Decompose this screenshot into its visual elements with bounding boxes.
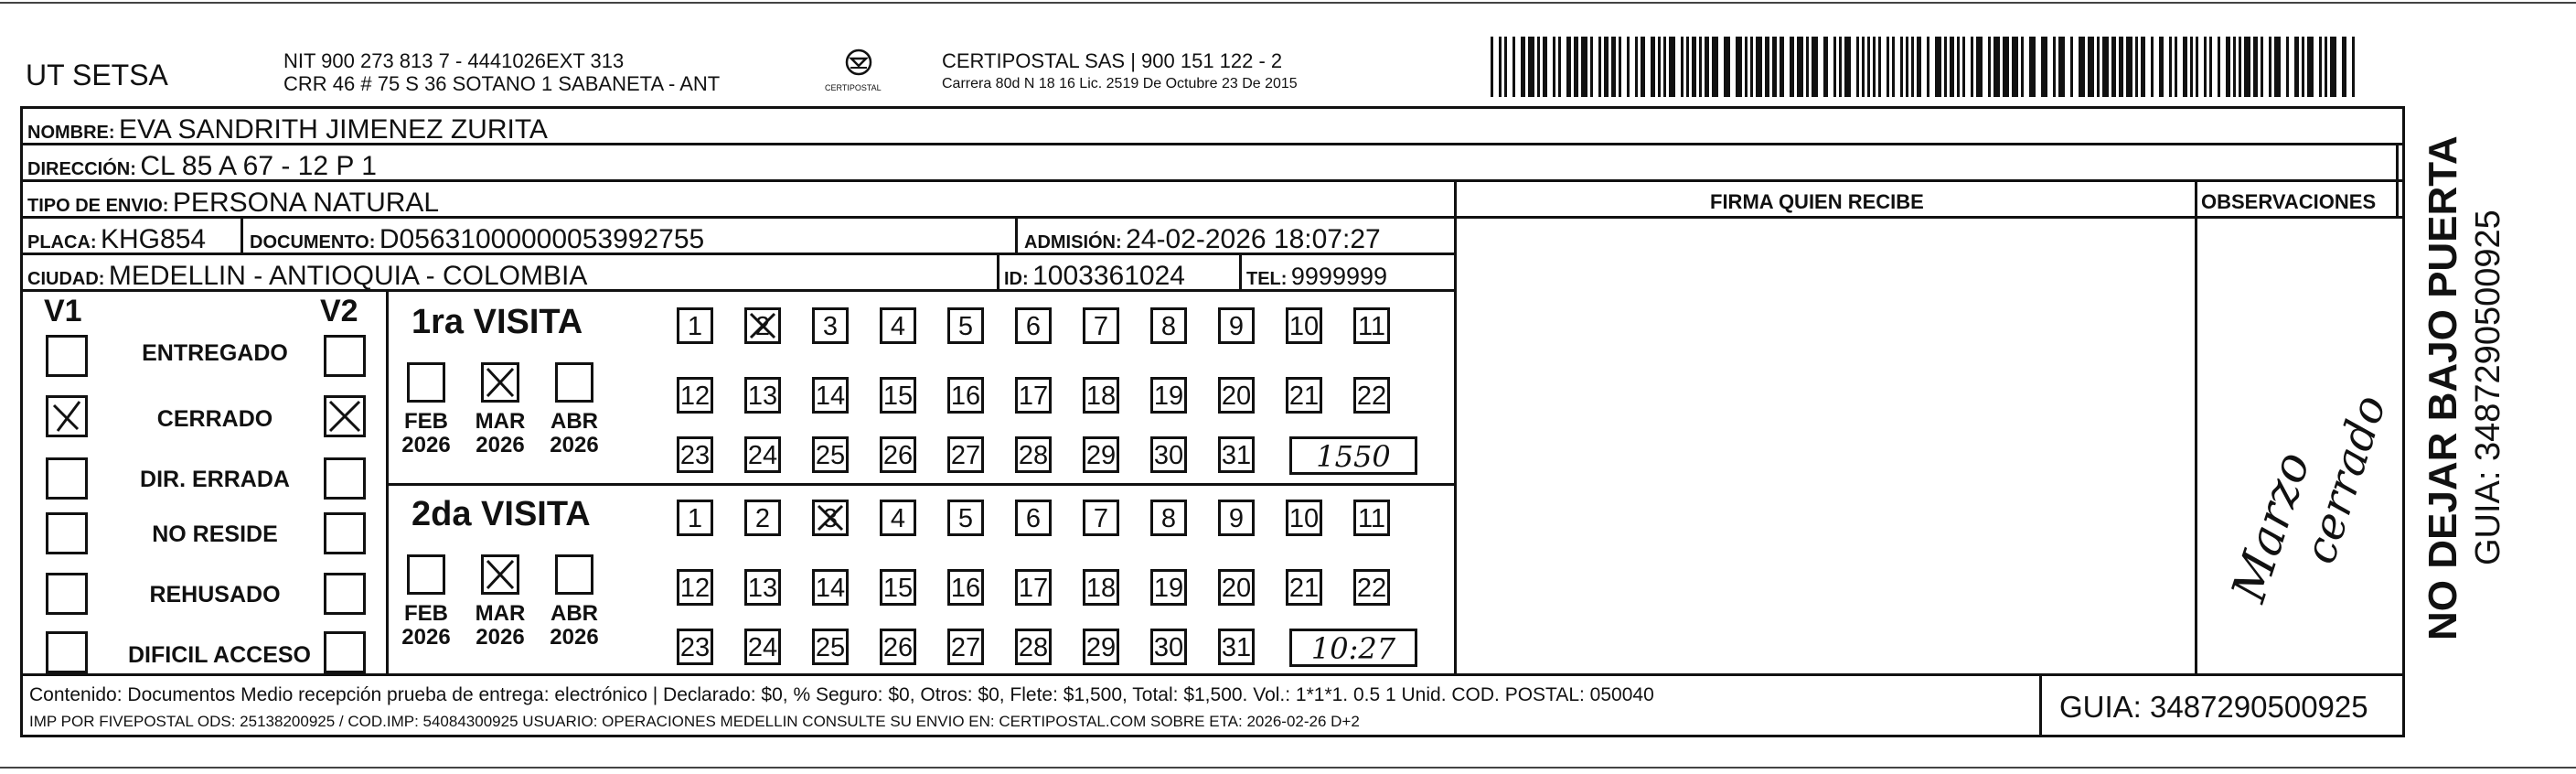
barcode-icon (1491, 37, 2368, 97)
obs-right-line (2396, 143, 2399, 216)
second-visit-day-box[interactable]: 11 (1353, 500, 1390, 536)
firma-header: FIRMA QUIEN RECIBE (1710, 190, 1924, 213)
second-visit-day-box[interactable]: 5 (947, 500, 984, 536)
first-visit-day-box[interactable]: 10 (1286, 307, 1322, 344)
v2-checkbox[interactable] (324, 457, 366, 500)
placa-divider (240, 216, 243, 253)
first-visit-day-box[interactable]: 31 (1218, 436, 1255, 473)
second-visit-day-box[interactable]: 9 (1218, 500, 1255, 536)
nit-line-1: NIT 900 273 813 7 - 4441026EXT 313 (283, 49, 625, 72)
v1-header: V1 (44, 294, 82, 328)
no-dejar-bajo-puerta: NO DEJAR BAJO PUERTA (2421, 135, 2465, 640)
direccion-field: DIRECCIÓN: CL 85 A 67 - 12 P 1 (27, 151, 377, 181)
v2-checkbox[interactable] (324, 395, 366, 437)
v1-checkbox[interactable] (46, 335, 88, 377)
second-visit-day-box[interactable]: 27 (947, 629, 984, 665)
second-visit-month-box[interactable] (481, 554, 519, 595)
first-visit-day-box[interactable]: 5 (947, 307, 984, 344)
first-visit-day-box[interactable]: 4 (880, 307, 916, 344)
first-visit-day-box[interactable]: 2 (744, 307, 781, 344)
first-visit-day-box[interactable]: 21 (1286, 377, 1322, 414)
second-visit-day-box[interactable]: 30 (1150, 629, 1187, 665)
second-visit-day-box[interactable]: 13 (744, 569, 781, 606)
placa-field: PLACA: KHG854 (27, 224, 207, 254)
first-visit-day-box[interactable]: 14 (812, 377, 849, 414)
first-visit-month-box[interactable] (555, 362, 593, 403)
second-visit-day-box[interactable]: 7 (1083, 500, 1119, 536)
v1-checkbox[interactable] (46, 457, 88, 500)
row-line-2 (20, 179, 2405, 182)
second-visit-day-box[interactable]: 2 (744, 500, 781, 536)
first-visit-day-box[interactable]: 20 (1218, 377, 1255, 414)
first-visit-month-box[interactable] (481, 362, 519, 403)
v2-checkbox[interactable] (324, 512, 366, 554)
first-visit-day-box[interactable]: 26 (880, 436, 916, 473)
second-visit-day-box[interactable]: 28 (1015, 629, 1052, 665)
second-visit-title: 2da VISITA (412, 495, 591, 533)
v2-checkbox[interactable] (324, 573, 366, 615)
second-visit-day-box[interactable]: 10 (1286, 500, 1322, 536)
first-visit-day-box[interactable]: 7 (1083, 307, 1119, 344)
first-visit-day-box[interactable]: 28 (1015, 436, 1052, 473)
first-visit-day-box[interactable]: 29 (1083, 436, 1119, 473)
second-visit-month-label: ABR 2026 (550, 601, 599, 650)
second-visit-day-box[interactable]: 17 (1015, 569, 1052, 606)
second-visit-day-box[interactable]: 8 (1150, 500, 1187, 536)
first-visit-day-box[interactable]: 19 (1150, 377, 1187, 414)
second-visit-day-box[interactable]: 15 (880, 569, 916, 606)
first-visit-day-box[interactable]: 12 (677, 377, 713, 414)
v1-checkbox[interactable] (46, 395, 88, 437)
second-visit-day-box[interactable]: 26 (880, 629, 916, 665)
admision-field: ADMISIÓN: 24-02-2026 18:07:27 (1024, 224, 1381, 254)
status-option-label: ENTREGADO (142, 340, 288, 366)
guia-divider (2039, 673, 2042, 737)
first-visit-day-box[interactable]: 24 (744, 436, 781, 473)
first-visit-day-box[interactable]: 23 (677, 436, 713, 473)
first-visit-day-box[interactable]: 11 (1353, 307, 1390, 344)
first-visit-day-box[interactable]: 9 (1218, 307, 1255, 344)
guia-footer: GUIA: 3487290500925 (2059, 690, 2368, 724)
v2-checkbox[interactable] (324, 335, 366, 377)
documento-field: DOCUMENTO: D05631000000053992755 (250, 224, 705, 254)
v1-checkbox[interactable] (46, 573, 88, 615)
tel-divider (1239, 253, 1242, 289)
status-option-label: NO RESIDE (152, 521, 278, 547)
imp-text: IMP POR FIVEPOSTAL ODS: 25138200925 / COD.IMP: 54084300925 USUARIO: OPERACIONES MEDELLIN CONSULTE SU ENVIO EN: CERTIPOSTAL.COM SOBRE ETA: 2026-02-26 D+2 (29, 713, 1360, 730)
signature-area[interactable] (1458, 220, 2193, 672)
second-visit-day-box[interactable]: 12 (677, 569, 713, 606)
second-visit-day-box[interactable]: 24 (744, 629, 781, 665)
v2-header: V2 (320, 294, 358, 328)
second-visit-month-box[interactable] (555, 554, 593, 595)
admision-divider (1015, 216, 1018, 253)
visit-divider (386, 483, 1456, 486)
second-visit-day-box[interactable]: 1 (677, 500, 713, 536)
company-name: UT SETSA (26, 59, 168, 91)
first-visit-day-box[interactable]: 22 (1353, 377, 1390, 414)
second-visit-month-box[interactable] (407, 554, 445, 595)
first-visit-day-box[interactable]: 13 (744, 377, 781, 414)
footer-line (20, 673, 2405, 676)
first-visit-day-box[interactable]: 6 (1015, 307, 1052, 344)
status-option-label: REHUSADO (149, 582, 281, 607)
observaciones-header: OBSERVACIONES (2201, 190, 2377, 213)
id-field: ID: 1003361024 (1004, 261, 1185, 291)
second-visit-day-box[interactable]: 18 (1083, 569, 1119, 606)
second-visit-day-box[interactable]: 6 (1015, 500, 1052, 536)
second-visit-day-box[interactable]: 31 (1218, 629, 1255, 665)
first-visit-day-box[interactable]: 18 (1083, 377, 1119, 414)
first-visit-day-box[interactable]: 8 (1150, 307, 1187, 344)
second-visit-day-box[interactable]: 20 (1218, 569, 1255, 606)
status-option-label: DIR. ERRADA (140, 467, 290, 492)
second-visit-day-box[interactable]: 22 (1353, 569, 1390, 606)
second-visit-day-box[interactable]: 19 (1150, 569, 1187, 606)
v1-checkbox[interactable] (46, 512, 88, 554)
contenido-text: Contenido: Documentos Medio recepción prueba de entrega: electrónico | Declarado: $0, % Seguro: $0, Otros: $0, Flete: $1,500, Total: $1,500. Vol.: 1*1*1. 0.5 1 Unid. COD. POSTAL: 050040 (29, 684, 1654, 705)
firma-left-line (1454, 179, 1457, 673)
first-visit-title: 1ra VISITA (412, 303, 583, 341)
first-visit-day-box[interactable]: 27 (947, 436, 984, 473)
certipostal-line-1: CERTIPOSTAL SAS | 900 151 122 - 2 (942, 49, 1283, 72)
second-visit-day-box[interactable]: 3 (812, 500, 849, 536)
first-visit-day-box[interactable]: 1 (677, 307, 713, 344)
ciudad-field: CIUDAD: MEDELLIN - ANTIOQUIA - COLOMBIA (27, 261, 588, 291)
second-visit-day-box[interactable]: 16 (947, 569, 984, 606)
second-visit-day-box[interactable]: 23 (677, 629, 713, 665)
observaciones-note: Marzo cerrado (2221, 389, 2397, 609)
second-visit-month-label: FEB 2026 (401, 601, 451, 650)
first-visit-time-box[interactable]: 1550 (1289, 436, 1417, 475)
certipostal-line-2: Carrera 80d N 18 16 Lic. 2519 De Octubre 23 De 2015 (942, 76, 1298, 91)
v1-checkbox[interactable] (46, 631, 88, 673)
id-divider (997, 253, 999, 289)
first-visit-month-label: ABR 2026 (550, 409, 599, 458)
second-visit-day-box[interactable]: 25 (812, 629, 849, 665)
second-visit-time-box[interactable]: 10:27 (1289, 629, 1417, 667)
first-visit-month-label: MAR 2026 (475, 409, 526, 458)
tel-field: TEL: 9999999 (1246, 263, 1388, 290)
second-visit-day-box[interactable]: 14 (812, 569, 849, 606)
first-visit-day-box[interactable]: 15 (880, 377, 916, 414)
obs-left-line (2195, 179, 2197, 673)
tipo-envio-field: TIPO DE ENVIO: PERSONA NATURAL (27, 188, 440, 218)
status-option-label: DIFICIL ACCESO (127, 642, 311, 668)
side-guia: GUIA: 3487290500925 (2469, 210, 2507, 565)
first-visit-day-box[interactable]: 16 (947, 377, 984, 414)
second-visit-day-box[interactable]: 29 (1083, 629, 1119, 665)
first-visit-day-box[interactable]: 25 (812, 436, 849, 473)
certipostal-logo: CERTIPOSTAL (818, 44, 900, 99)
visits-divider (386, 289, 389, 673)
v2-checkbox[interactable] (324, 631, 366, 673)
first-visit-month-label: FEB 2026 (401, 409, 451, 458)
second-visit-month-label: MAR 2026 (475, 601, 526, 650)
nombre-field: NOMBRE: EVA SANDRITH JIMENEZ ZURITA (27, 114, 548, 145)
first-visit-day-box[interactable]: 3 (812, 307, 849, 344)
second-visit-day-box[interactable]: 4 (880, 500, 916, 536)
address-line: CRR 46 # 75 S 36 SOTANO 1 SABANETA - ANT (283, 72, 721, 95)
bottom-scan-edge (0, 767, 2576, 769)
second-visit-day-box[interactable]: 21 (1286, 569, 1322, 606)
status-option-label: CERRADO (156, 406, 273, 432)
top-scan-edge (0, 2, 2576, 4)
first-visit-day-box[interactable]: 17 (1015, 377, 1052, 414)
first-visit-day-box[interactable]: 30 (1150, 436, 1187, 473)
first-visit-month-box[interactable] (407, 362, 445, 403)
